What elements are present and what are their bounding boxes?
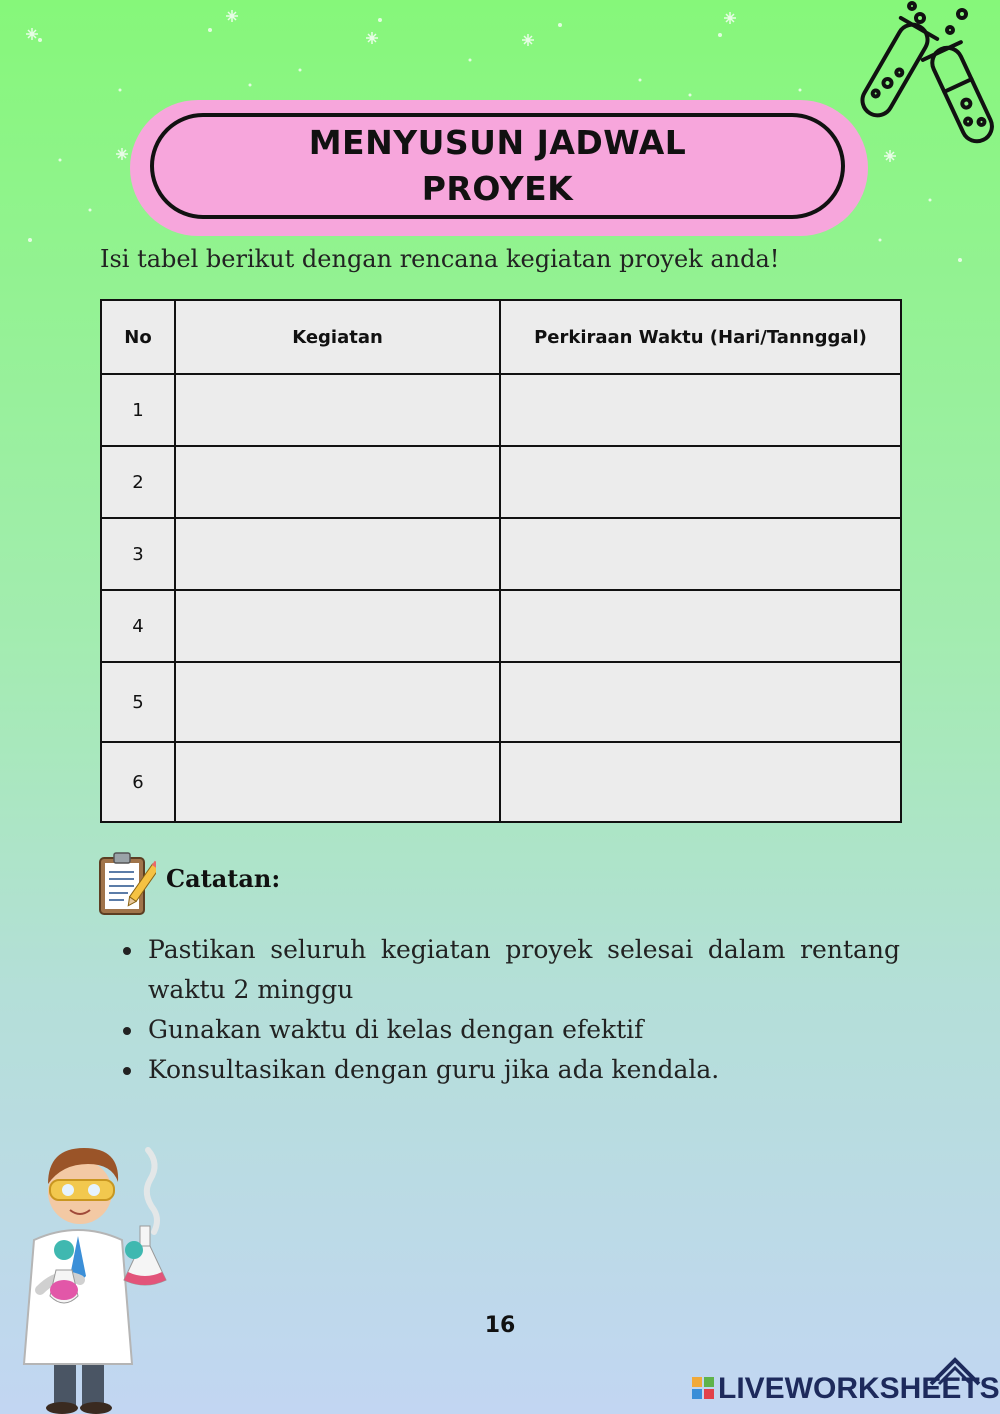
brand-name: LIVEWORKSHEETS	[718, 1372, 1000, 1405]
header-no: No	[101, 300, 175, 374]
waktu-cell[interactable]	[500, 742, 901, 822]
kegiatan-cell[interactable]	[175, 374, 500, 446]
waktu-cell[interactable]	[500, 518, 901, 590]
row-number: 2	[101, 446, 175, 518]
table-row	[101, 662, 901, 742]
table-row	[101, 518, 901, 590]
kegiatan-cell[interactable]	[175, 518, 500, 590]
waktu-cell[interactable]	[500, 446, 901, 518]
notes-title: Catatan:	[166, 864, 281, 893]
header-perkiraan-waktu: Perkiraan Waktu (Hari/Tannggal)	[500, 300, 901, 374]
waktu-cell[interactable]	[500, 374, 901, 446]
table-row	[101, 374, 901, 446]
kegiatan-cell[interactable]	[175, 590, 500, 662]
test-tubes-icon	[850, 0, 1000, 160]
page-title-line-2: PROYEK	[421, 169, 574, 208]
liveworksheets-logo[interactable]	[692, 1356, 1000, 1406]
table-row	[101, 446, 901, 518]
title-banner	[150, 113, 845, 219]
list-item: Pastikan seluruh kegiatan proyek selesai dalam rentang waktu 2 minggu	[120, 930, 900, 1010]
table-header-row	[101, 300, 901, 374]
table-row	[101, 742, 901, 822]
row-number: 1	[101, 374, 175, 446]
waktu-cell[interactable]	[500, 590, 901, 662]
row-number: 6	[101, 742, 175, 822]
table-row	[101, 590, 901, 662]
notes-list	[120, 930, 900, 1090]
list-item: Konsultasikan dengan guru jika ada kendala.	[120, 1050, 900, 1090]
row-number: 4	[101, 590, 175, 662]
page-title-line-1: MENYUSUN JADWAL	[308, 123, 687, 162]
page-number: 16	[484, 1313, 516, 1338]
list-item: Gunakan waktu di kelas dengan efektif	[120, 1010, 900, 1050]
waktu-cell[interactable]	[500, 662, 901, 742]
scientist-illustration	[20, 1140, 190, 1414]
house-icon	[927, 1356, 983, 1386]
row-number: 3	[101, 518, 175, 590]
instruction-text: Isi tabel berikut dengan rencana kegiatan proyek anda!	[100, 245, 780, 273]
schedule-table	[100, 299, 902, 823]
row-number: 5	[101, 662, 175, 742]
kegiatan-cell[interactable]	[175, 446, 500, 518]
kegiatan-cell[interactable]	[175, 662, 500, 742]
header-kegiatan: Kegiatan	[175, 300, 500, 374]
liveworksheets-logo-icon	[692, 1377, 714, 1401]
clipboard-icon	[98, 850, 156, 916]
kegiatan-cell[interactable]	[175, 742, 500, 822]
